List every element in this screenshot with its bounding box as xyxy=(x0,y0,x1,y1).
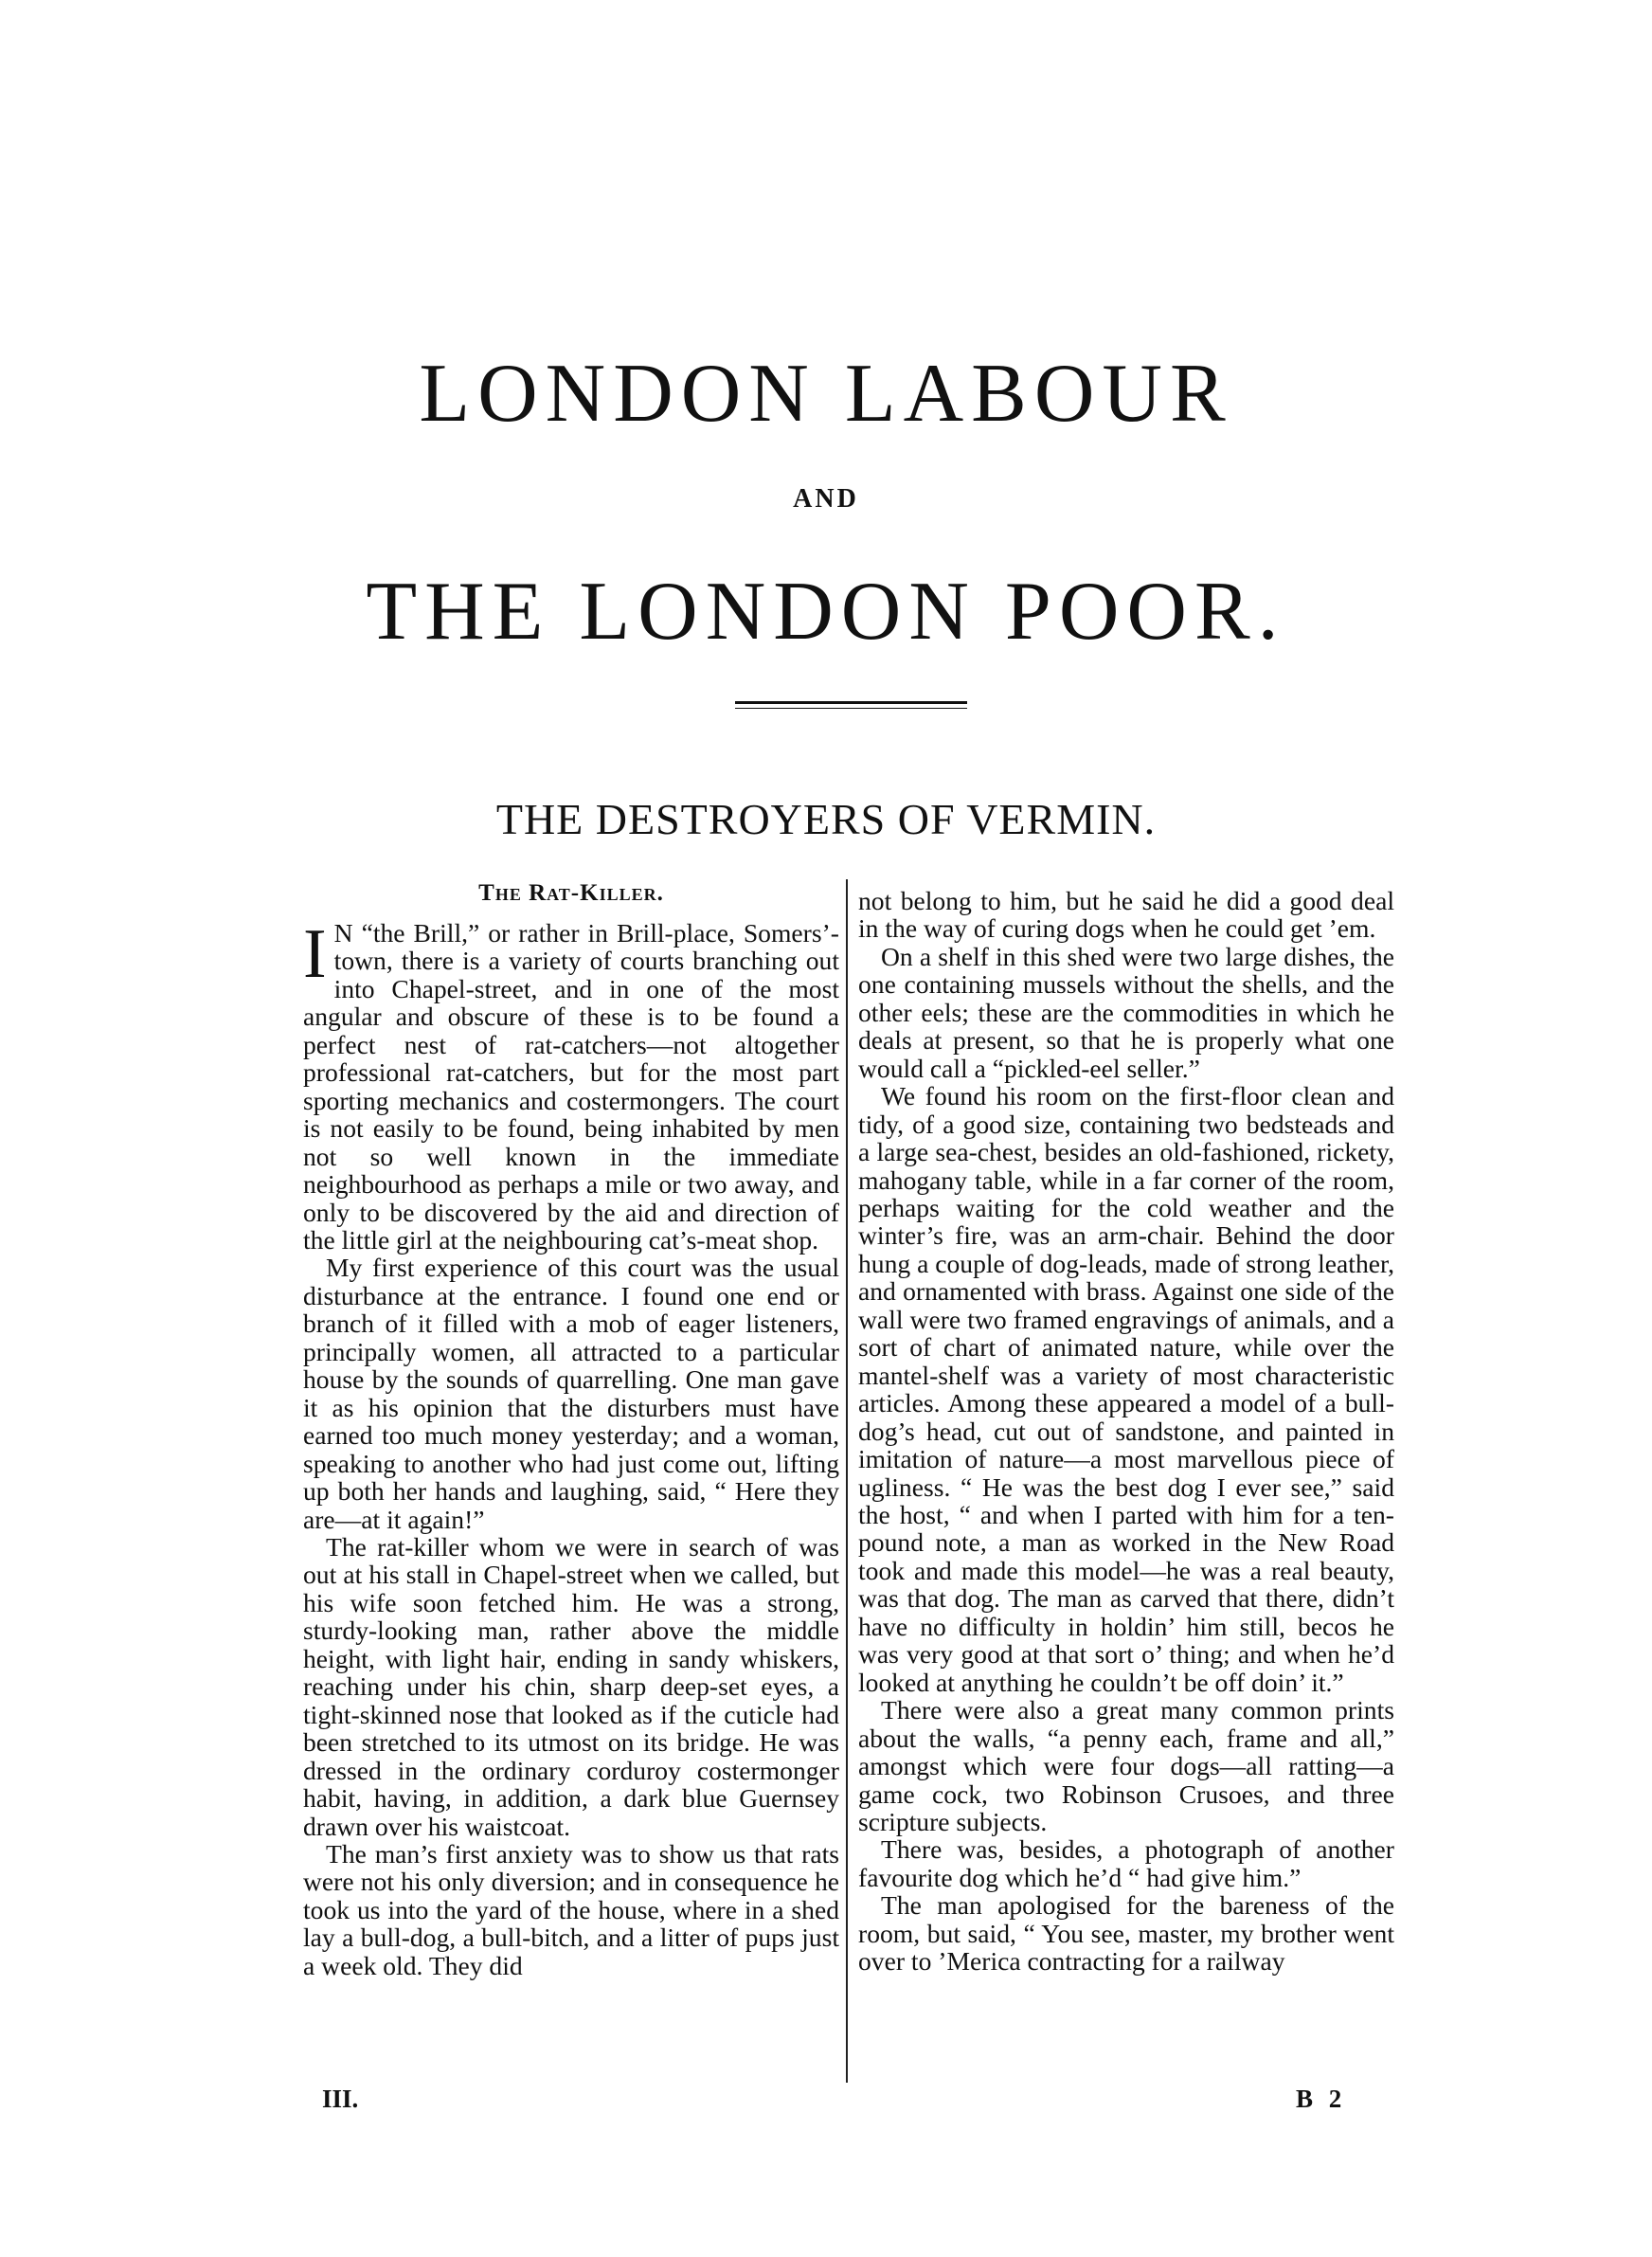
lead-word: N xyxy=(333,918,353,948)
volume-mark: III. xyxy=(322,2085,359,2113)
paragraph: The rat-killer whom we were in search of was out at his stall in Chapel-street when we called, but his wife soon fetched him. He was a strong, sturdy-looking man, rather above the middle height, with light hair, ending in sandy whiskers, reaching under his chin, sharp deep-set eyes, a tight-skinned nose that looked as if the cuticle had been stretched to its utmost on its bridge. He was dressed in the ordinary corduroy costermonger habit, having, in addition, a dark blue Guernsey drawn over his waistcoat. xyxy=(303,1531,839,1841)
paragraph: The man apologised for the bareness of the room, but said, “ You see, master, my brother went over to ’Merica contracting for a railway xyxy=(858,1890,1394,1977)
paragraph: My first experience of this court was the usual disturbance at the entrance. I found one end or branch of it filled with a mob of eager listeners, principally women, all attracted to a particular house by the sounds of quarrelling. One man gave it as his opinion that the disturbers must have earned too much money yesterday; and a woman, speaking to another who had just come out, lifting up both her hands and laughing, said, “ Here they are—at it again!” xyxy=(303,1253,839,1534)
paragraph: There were also a great many common prints about the walls, “a penny each, frame and all,” amongst which were four dogs—all ratting—a game cock, two Robinson Crusoes, and three scripture subjects. xyxy=(858,1695,1394,1836)
title-connector: AND xyxy=(793,484,859,514)
book-title-line-1: LONDON LABOUR xyxy=(419,348,1233,440)
signature-mark: B 2 xyxy=(1296,2085,1347,2113)
book-title-line-2: THE LONDON POOR. xyxy=(366,566,1286,658)
section-title: THE DESTROYERS OF VERMIN. xyxy=(495,795,1157,843)
paragraph: The man’s first anxiety was to show us that rats were not his only diversion; and in consequence he took us into the yard of the house, where in a shed lay a bull-dog, a bull-bitch, and a litter of pups just a week old. They did xyxy=(303,1838,839,1980)
paragraph: We found his room on the first-floor clean and tidy, of a good size, containing two bedsteads and a large sea-chest, besides an old-fashioned, rickety, mahogany table, while in a far corner of the room, perhaps waiting for the cold weather and the winter’s fire, was an arm-chair. Behind the door hung a couple of dog-leads, made of strong leather, and ornamented with brass. Against one side of the wall were two framed engravings of animals, and a sort of chart of animated nature, while over the mantel-shelf was a variety of most characteristic articles. Among these appeared a model of a bull-dog’s head, cut out of sandstone, and painted in imitation of nature—a most marvellous piece of ugliness. “ He was the best dog I ever see,” said the host, “ and when I parted with him for a ten-pound note, a man as worked in the New Road took and made this model—he was a real beauty, was that dog. The man as carved that there, didn’t have no difficulty in holdin’ him still, becos he was very good at that sort o’ thing; and when he’d looked at anything he couldn’t be off doin’ it.” xyxy=(858,1081,1394,1697)
paragraph xyxy=(303,915,839,1255)
left-column xyxy=(303,879,839,2081)
paragraph: not belong to him, but he said he did a good deal in the way of curing dogs when he could get ’em. xyxy=(858,886,1394,944)
paragraph: On a shelf in this shed were two large dishes, the one containing mussels without the shells, and the other eels; these are the commodities in which he deals at present, so that he is properly what one would call a “pickled-eel seller.” xyxy=(858,941,1394,1083)
drop-cap: I xyxy=(303,915,327,993)
paragraph-text: “the Brill,” or rather in Brill-place, Somers’-town, there is a variety of courts branching out into Chapel-street, and in one of the most angular and obscure of these is to be found a perfect nest of rat-catchers—not altogether professional rat-catchers, but for the most part sporting mechanics and costermongers. The court is not easily to be found, being inhabited by men not so well known in the immediate neighbourhood as perhaps a mile or two away, and only to be discovered by the aid and direction of the little girl at the neighbouring cat’s-meat shop. xyxy=(303,918,839,1255)
paragraph: There was, besides, a photograph of another favourite dog which he’d “ had give him.” xyxy=(858,1834,1394,1892)
right-column xyxy=(858,887,1394,2083)
title-rule xyxy=(735,701,967,709)
column-divider xyxy=(846,879,848,2083)
subsection-title: The Rat-Killer. xyxy=(478,880,664,906)
